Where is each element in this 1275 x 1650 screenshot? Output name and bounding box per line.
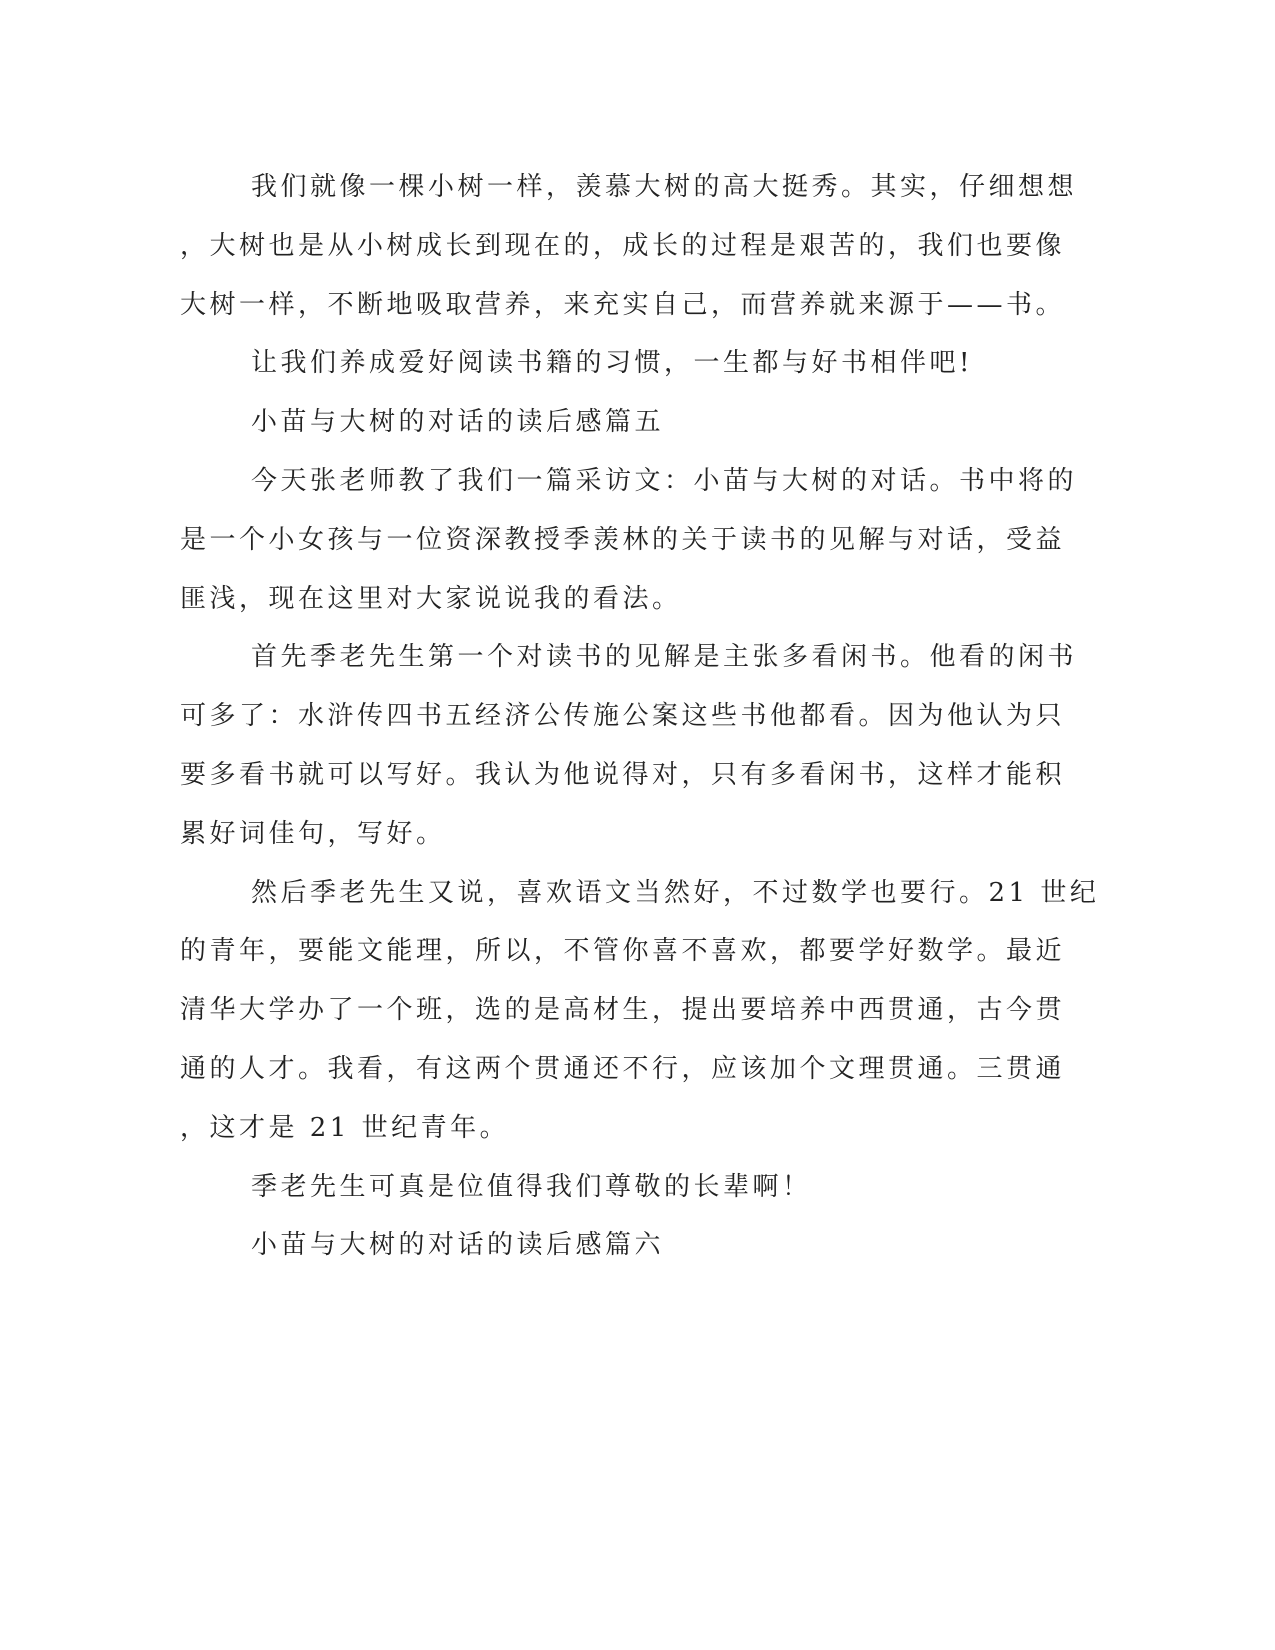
paragraph-line: 今天张老师教了我们一篇采访文：小苗与大树的对话。书中将的: [251, 465, 1078, 496]
paragraph-line: 季老先生可真是位值得我们尊敬的长辈啊！: [251, 1171, 812, 1202]
paragraph-line: ，大树也是从小树成长到现在的，成长的过程是艰苦的，我们也要像: [180, 230, 1066, 261]
paragraph-line: 匪浅，现在这里对大家说说我的看法。: [180, 583, 682, 614]
paragraph-line: 我们就像一棵小树一样，羡慕大树的高大挺秀。其实，仔细想想: [251, 172, 1078, 202]
paragraph-line: 首先季老先生第一个对读书的见解是主张多看闲书。他看的闲书: [251, 642, 1078, 673]
paragraph-line: 要多看书就可以写好。我认为他说得对，只有多看闲书，这样才能积: [180, 759, 1066, 790]
paragraph-line: ，这才是 21 世纪青年。: [180, 1112, 510, 1143]
paragraph-line: 大树一样，不断地吸取营养，来充实自己，而营养就来源于——书。: [180, 289, 1066, 320]
paragraph-line: 然后季老先生又说，喜欢语文当然好，不过数学也要行。21 世纪: [251, 877, 1100, 908]
paragraph-line: 累好词佳句，写好。: [180, 818, 446, 849]
document-body: [180, 158, 1100, 1275]
paragraph-line: 是一个小女孩与一位资深教授季羡林的关于读书的见解与对话，受益: [180, 524, 1066, 555]
paragraph-line: 让我们养成爱好阅读书籍的习惯，一生都与好书相伴吧!: [251, 348, 973, 379]
paragraph-line: 的青年，要能文能理，所以，不管你喜不喜欢，都要学好数学。最近: [180, 936, 1066, 967]
section-heading: 小苗与大树的对话的读后感篇五: [251, 407, 665, 438]
section-heading: 小苗与大树的对话的读后感篇六: [251, 1230, 665, 1261]
paragraph-line: 清华大学办了一个班，选的是高材生，提出要培养中西贯通，古今贯: [180, 995, 1066, 1026]
paragraph-line: 可多了：水浒传四书五经济公传施公案这些书他都看。因为他认为只: [180, 701, 1066, 732]
paragraph-line: 通的人才。我看，有这两个贯通还不行，应该加个文理贯通。三贯通: [180, 1053, 1066, 1084]
